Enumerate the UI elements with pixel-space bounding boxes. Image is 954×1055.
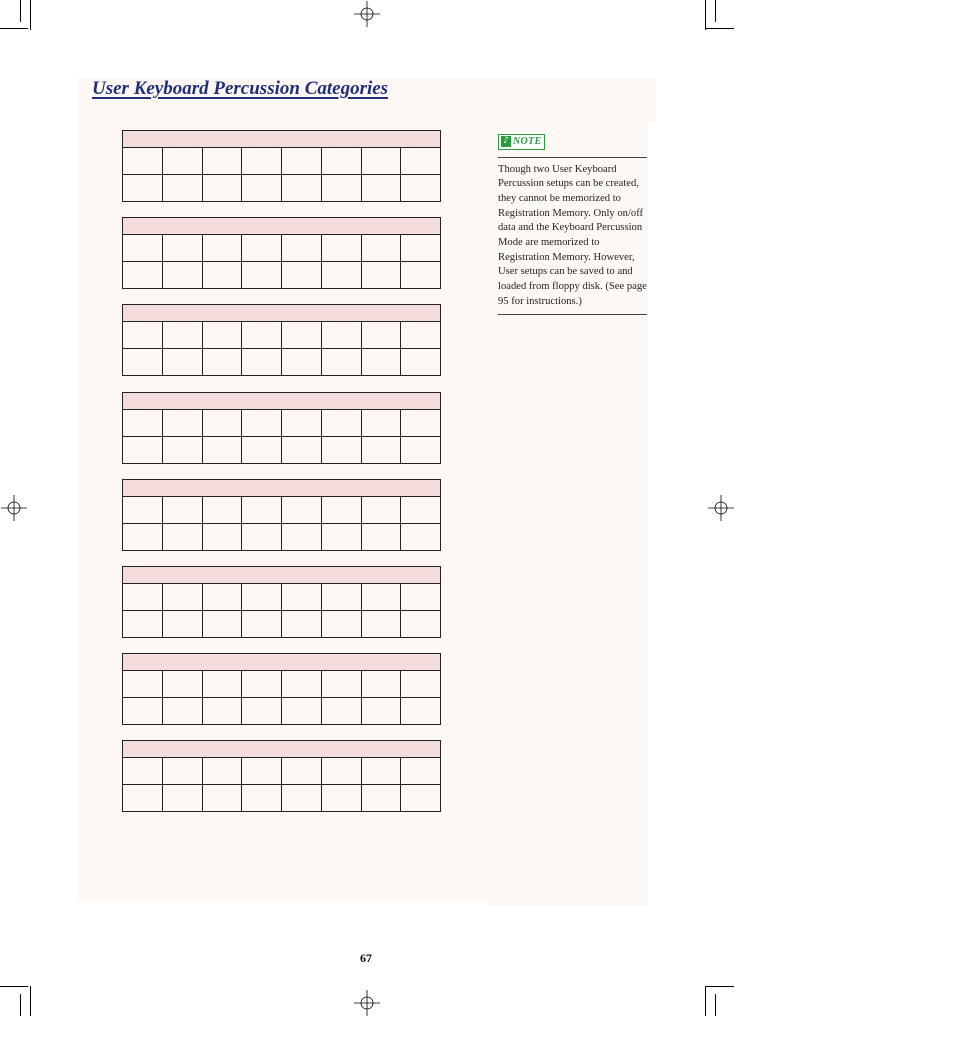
category-header [123,654,440,671]
category-table-5 [122,479,441,551]
crop-mark [706,986,734,987]
music-note-icon: ♪ [501,136,511,147]
table-row [123,697,440,724]
note-badge [498,134,545,150]
category-table-6 [122,566,441,638]
table-row [123,261,440,288]
registration-mark-icon [354,1,380,27]
note-divider-bottom [498,314,647,315]
registration-mark-icon [354,990,380,1016]
category-header [123,480,440,497]
registration-mark-icon [708,495,734,521]
table-row [123,523,440,550]
registration-mark-icon [1,495,27,521]
crop-mark [20,0,21,22]
category-header [123,218,440,235]
table-row [123,497,440,523]
table-row [123,784,440,811]
note-badge-label: NOTE [513,136,542,147]
crop-mark [30,0,31,30]
table-row [123,148,440,174]
crop-mark [20,994,21,1016]
table-row [123,436,440,463]
table-row [123,174,440,201]
category-header [123,131,440,148]
category-header [123,567,440,584]
category-header [123,305,440,322]
page-title: User Keyboard Percussion Categories [92,78,389,99]
category-table-2 [122,217,441,289]
table-row [123,235,440,261]
crop-mark [0,28,28,29]
category-header [123,393,440,410]
table-row [123,610,440,637]
crop-mark [0,986,28,987]
page-number: 67 [360,951,372,965]
note-text: Though two User Keyboard Percussion setups can be created, they cannot be memorized to Registration Memory. Only on/off data and the Keyboard Percussion Mode are memorized to Registration Memory. However, User setups can be saved to and loaded from floppy disk. (See page 95 for instructions.) [498,163,647,307]
table-row [123,348,440,375]
category-table-7 [122,653,441,725]
crop-mark [30,986,31,1016]
category-table-1 [122,130,441,202]
category-table-3 [122,304,441,376]
table-row [123,410,440,436]
table-row [123,671,440,697]
category-header [123,741,440,758]
table-row [123,322,440,348]
crop-mark [705,986,706,1016]
crop-mark [715,994,716,1016]
category-table-4 [122,392,441,464]
table-row [123,584,440,610]
crop-mark [715,0,716,22]
crop-mark [706,28,734,29]
crop-mark [705,0,706,30]
category-table-8 [122,740,441,812]
table-row [123,758,440,784]
note-box [498,128,647,315]
note-divider-top [498,157,647,158]
